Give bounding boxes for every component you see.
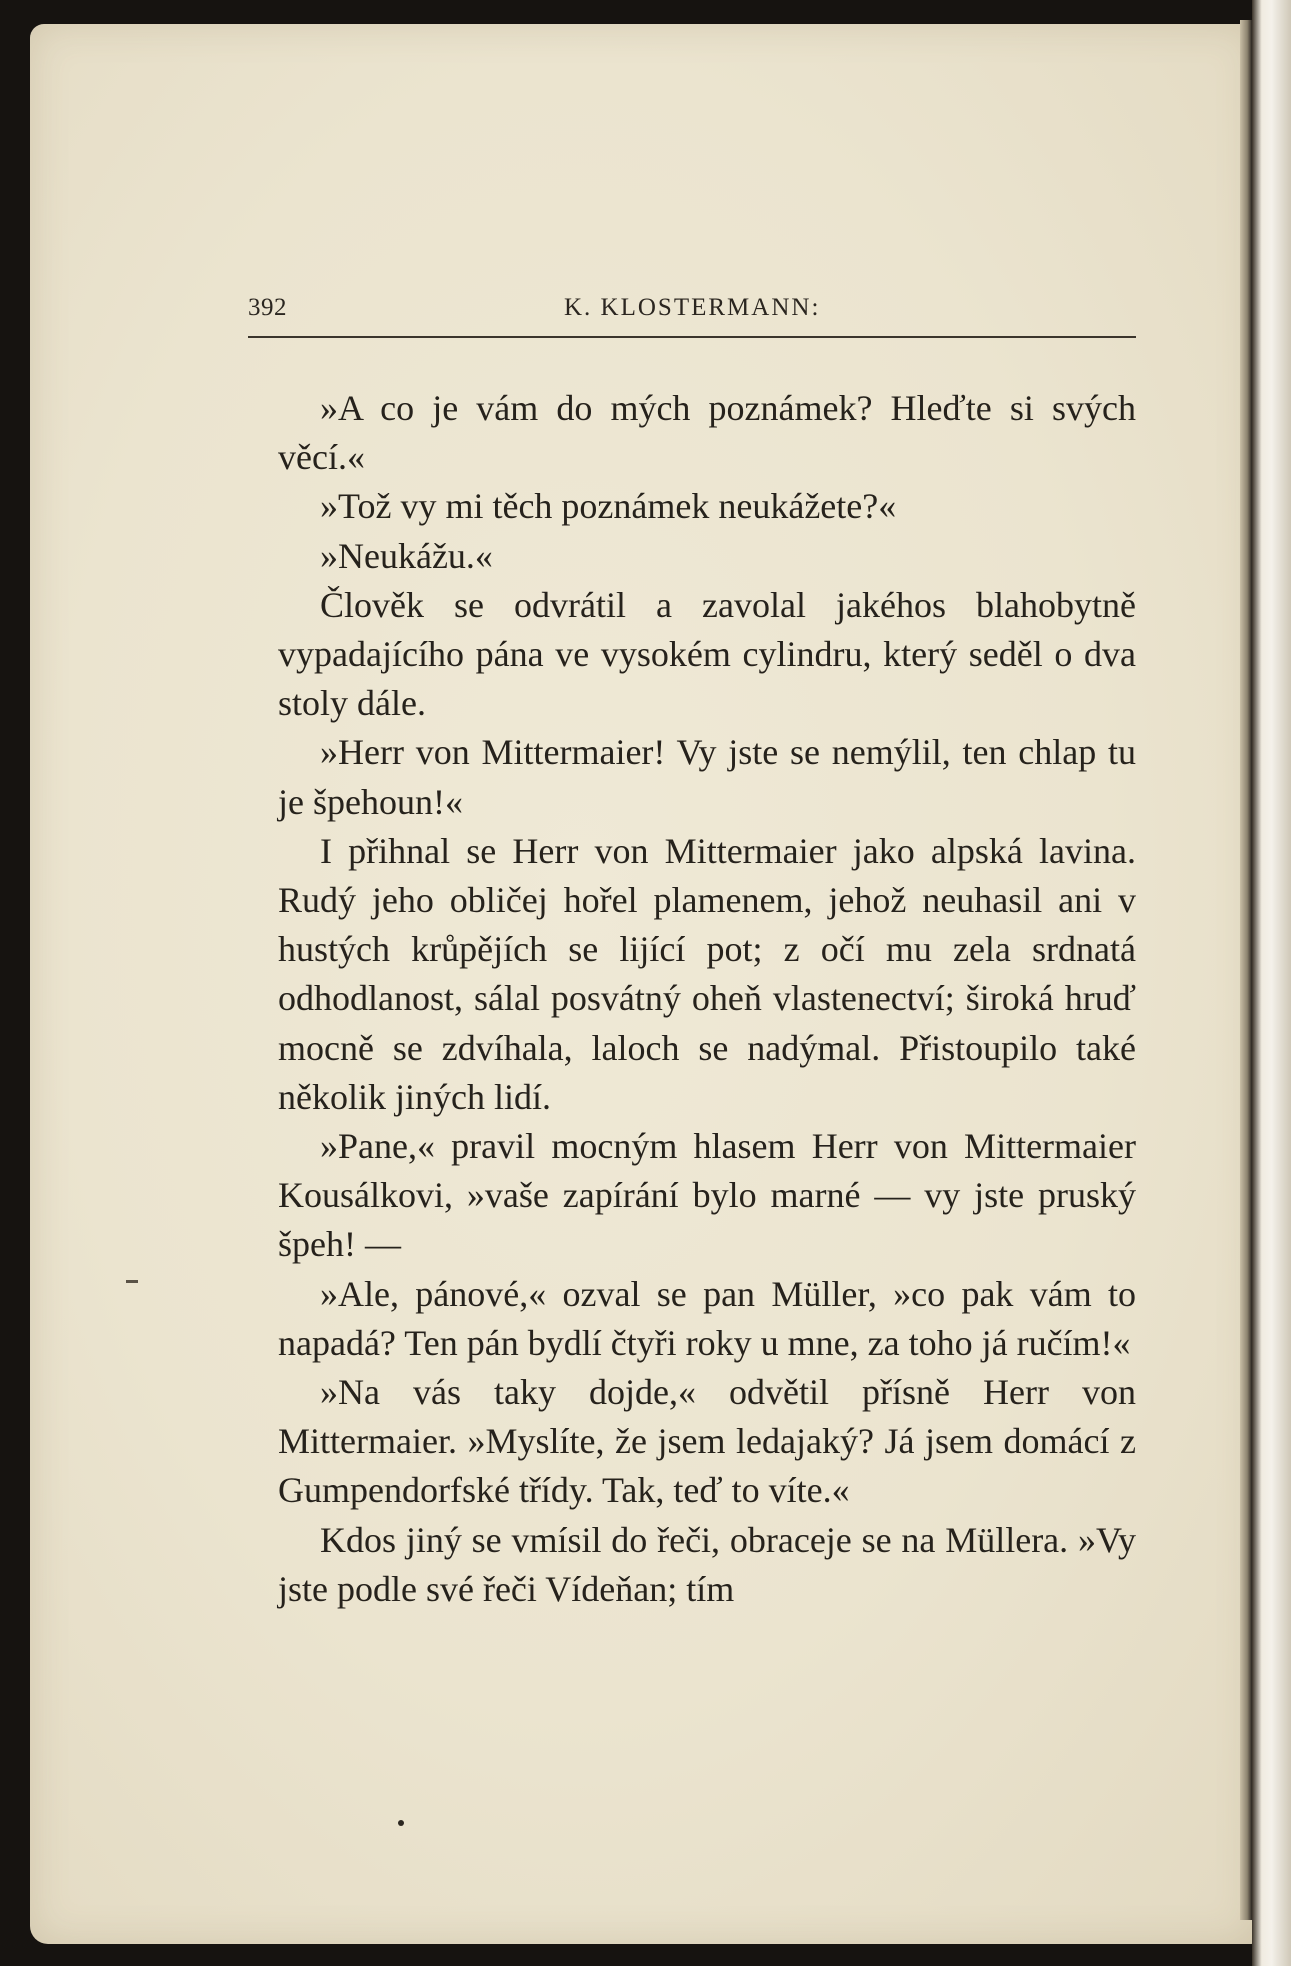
paragraph: »Tož vy mi těch poznámek neukážete?« <box>320 486 897 527</box>
header-rule <box>248 336 1136 338</box>
paragraph: »Neukážu.« <box>320 535 493 576</box>
paragraph: I přihnal se Herr von Mittermaier jako alpská lavina. Rudý jeho obličej hořel plamenem, jehož neuhasil ani v hustých krůpějích se lijící pot; z očí mu zela srdnatá odhodlanost, sálal posvátný oheň vlastenectví; široká hruď mocně se zdvíhala, laloch se nadýmal. Přistoupilo také několik jiných lidí. <box>278 830 1136 1117</box>
running-head: K. KLOSTERMANN: <box>564 294 821 321</box>
paragraph: Člověk se odvrátil a zavolal jakéhos blahobytně vypadajícího pána ve vysokém cylindru, který seděl o dva stoly dále. <box>278 584 1136 724</box>
paragraph: »Na vás taky dojde,« odvětil přísně Herr von Mittermaier. »Myslíte, že jsem ledajaký? Já jsem domácí z Gumpendorfské třídy. Tak, teď to víte.« <box>278 1372 1136 1511</box>
page-number: 392 <box>248 294 287 321</box>
paragraph: »Ale, pánové,« ozval se pan Müller, »co pak vám to napadá? Ten pán bydlí čtyři roky u mne, za toho já ručím!« <box>278 1273 1136 1363</box>
paragraph: »Pane,« pravil mocným hlasem Herr von Mittermaier Kousálkovi, »vaše zapírání bylo marné — vy jste pruský špeh! — <box>278 1126 1136 1265</box>
page-header <box>248 288 1136 328</box>
margin-mark <box>126 1280 138 1283</box>
binding-shadow <box>1252 0 1291 1966</box>
page-edge <box>1240 20 1252 1920</box>
ink-speck <box>398 1820 404 1826</box>
paragraph: »Herr von Mittermaier! Vy jste se nemýlil, ten chlap tu je špehoun!« <box>278 732 1136 822</box>
paragraph: »A co je vám do mých poznámek? Hleďte si svých věcí.« <box>278 388 1136 478</box>
paragraph: Kdos jiný se vmísil do řeči, obraceje se na Müllera. »Vy jste podle své řeči Vídeňan; tím <box>278 1519 1136 1609</box>
body-text <box>278 384 1136 1614</box>
